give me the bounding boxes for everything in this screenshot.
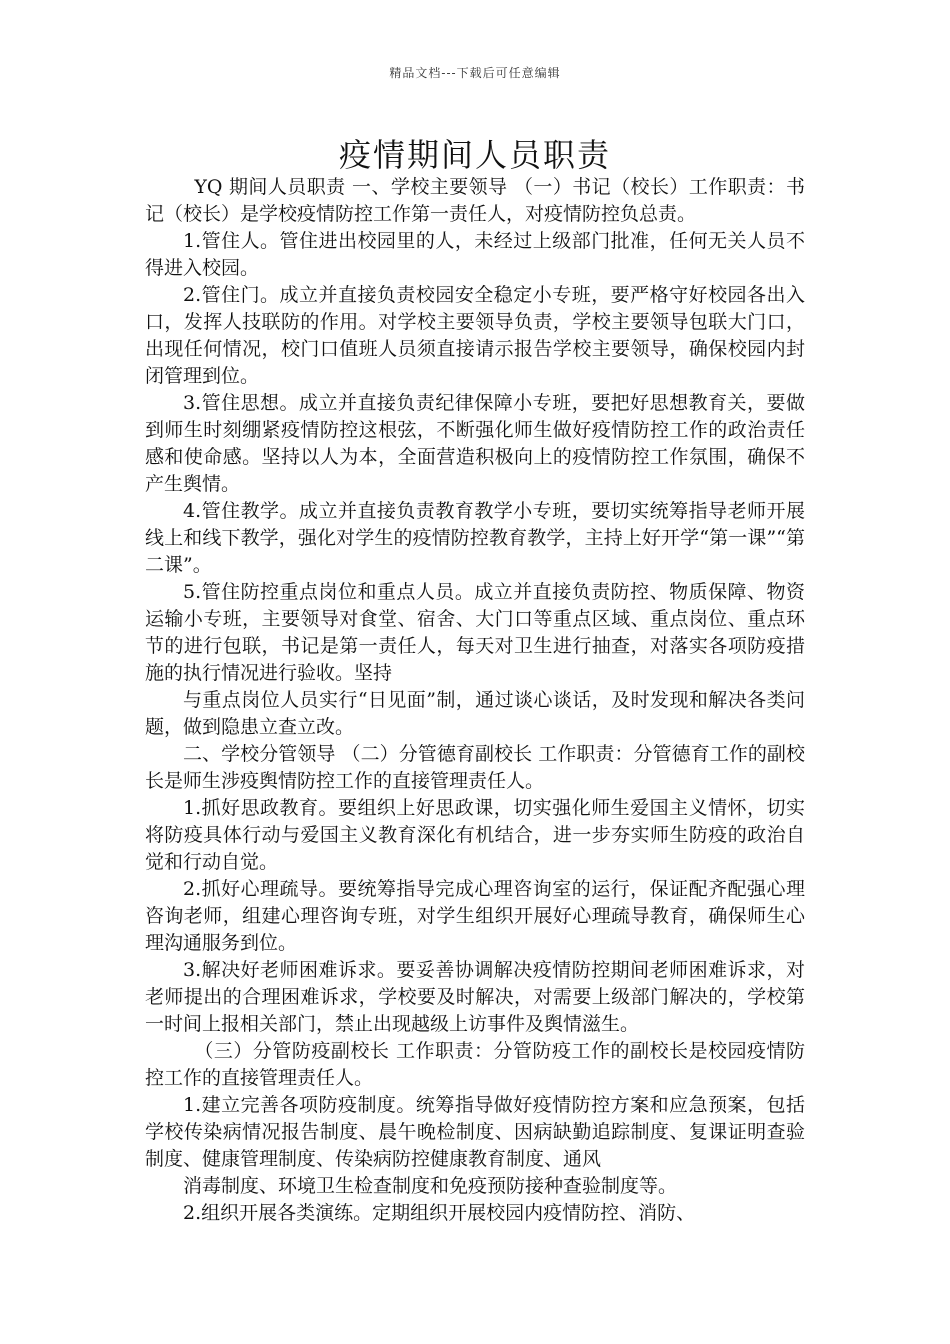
paragraph-item: 3.解决好老师困难诉求。要妥善协调解决疫情防控期间老师困难诉求，对老师提出的合理困难诉求，学校要及时解决，对需要上级部门解决的，学校第一时间上报相关部门，禁止出现越级上访事件及舆情滋生。 [145,959,805,1035]
paragraph-item: 5.管住防控重点岗位和重点人员。成立并直接负责防控、物质保障、物资运输小专班，主要领导对食堂、宿舍、大门口等重点区域、重点岗位、重点环节的进行包联，书记是第一责任人，每天对卫生进行抽查，对落实各项防疫措施的执行情况进行验收。坚持 [145,581,805,684]
paragraph-item: 1.管住人。管住进出校园里的人，未经过上级部门批准，任何无关人员不得进入校园。 [145,230,805,279]
document-body [145,174,805,1227]
paragraph-item: 消毒制度、环境卫生检查制度和免疫预防接种查验制度等。 [183,1175,678,1197]
paragraph-item: 1.抓好思政教育。要组织上好思政课，切实强化师生爱国主义情怀，切实将防疫具体行动与爱国主义教育深化有机结合，进一步夯实师生防疫的政治自觉和行动自觉。 [145,797,805,873]
paragraph-intro: YQ 期间人员职责 一、学校主要领导 （一）书记（校长）工作职责：书记（校长）是学校疫情防控工作第一责任人，对疫情防控负总责。 [145,176,805,225]
paragraph-item: 4.管住教学。成立并直接负责教育教学小专班，要切实统筹指导老师开展线上和线下教学，强化对学生的疫情防控教育教学，主持上好开学“第一课”“第二课”。 [145,500,805,576]
paragraph-item: 2.抓好心理疏导。要统筹指导完成心理咨询室的运行，保证配齐配强心理咨询老师，组建心理咨询专班，对学生组织开展好心理疏导教育，确保师生心理沟通服务到位。 [145,878,805,954]
paragraph-item: 2.管住门。成立并直接负责校园安全稳定小专班，要严格守好校园各出入口，发挥人技联防的作用。对学校主要领导负责，学校主要领导包联大门口，出现任何情况，校门口值班人员须直接请示报告学校主要领导，确保校园内封闭管理到位。 [145,284,805,387]
paragraph-section-heading: 二、学校分管领导 （二）分管德育副校长 工作职责：分管德育工作的副校长是师生涉疫舆情防控工作的直接管理责任人。 [145,743,805,792]
paragraph-item: 与重点岗位人员实行“日见面”制，通过谈心谈话，及时发现和解决各类问题，做到隐患立查立改。 [145,689,805,738]
page-header-note: 精品文档---下载后可任意编辑 [389,66,561,80]
paragraph-section-heading: （三）分管防疫副校长 工作职责：分管防疫工作的副校长是校园疫情防控工作的直接管理责任人。 [145,1040,805,1089]
document-title: 疫情期间人员职责 [338,136,611,174]
paragraph-item: 3.管住思想。成立并直接负责纪律保障小专班，要把好思想教育关，要做到师生时刻绷紧疫情防控这根弦，不断强化师生做好疫情防控工作的政治责任感和使命感。坚持以人为本，全面营造积极向上的疫情防控工作氛围，确保不产生舆情。 [145,392,805,495]
paragraph-item: 1.建立完善各项防疫制度。统筹指导做好疫情防控方案和应急预案，包括学校传染病情况报告制度、晨午晚检制度、因病缺勤追踪制度、复课证明查验制度、健康管理制度、传染病防控健康教育制度、通风 [145,1094,805,1170]
paragraph-item: 2.组织开展各类演练。定期组织开展校园内疫情防控、消防、 [183,1202,696,1224]
